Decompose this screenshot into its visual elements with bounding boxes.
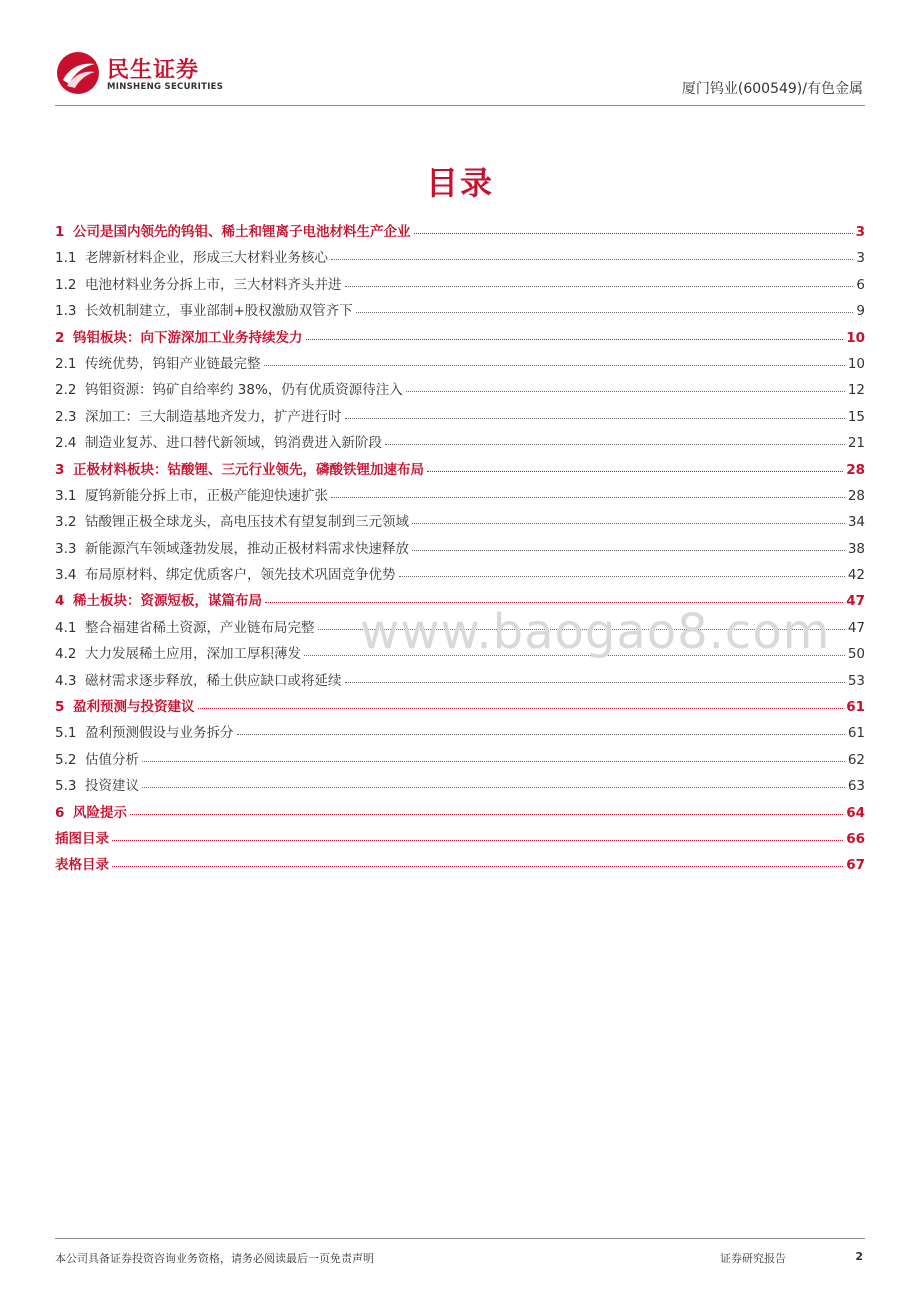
toc-entry-page: 28 [847, 487, 865, 504]
toc-entry-number: 4 [55, 593, 65, 610]
toc-entry-page: 28 [846, 461, 865, 478]
toc-entry[interactable] [55, 721, 865, 747]
toc-entry-page: 62 [847, 751, 865, 768]
toc-entry-title: 电池材料业务分拆上市，三大材料齐头并进 [85, 276, 342, 293]
toc-entry[interactable] [55, 774, 865, 800]
toc-entry-page: 66 [846, 830, 865, 847]
toc-entry[interactable] [55, 326, 865, 352]
toc-entry-page: 67 [846, 857, 865, 874]
toc-entry-title: 盈利预测与投资建议 [73, 699, 195, 716]
toc-entry-page: 47 [847, 619, 865, 636]
report-subject: 厦门钨业(600549)/有色金属 [681, 81, 863, 97]
toc-entry[interactable] [55, 431, 865, 457]
toc-entry-page: 12 [847, 382, 865, 399]
toc-entry[interactable] [55, 853, 865, 879]
toc-entry-title: 估值分析 [85, 751, 139, 768]
toc-entry-page: 6 [856, 276, 865, 293]
toc-dot-leader [112, 839, 843, 841]
logo-english-name: MINSHENG SECURITIES [107, 82, 224, 92]
toc-dot-leader [331, 258, 853, 260]
toc-dot-leader [356, 311, 854, 313]
toc-entry-title: 表格目录 [55, 857, 109, 874]
toc-entry-number: 2 [55, 329, 65, 346]
logo-chinese-name: 民生证券 [107, 58, 200, 83]
toc-dot-leader [412, 522, 845, 524]
toc-entry-page: 47 [846, 593, 865, 610]
toc-entry-number: 1.3 [55, 303, 77, 320]
toc-entry[interactable] [55, 669, 865, 695]
toc-entry-number: 4.3 [55, 672, 77, 689]
toc-entry-title: 公司是国内领先的钨钼、稀土和锂离子电池材料生产企业 [73, 224, 411, 240]
toc-entry-page: 15 [847, 408, 865, 425]
toc-entry-number: 5.3 [55, 778, 77, 795]
toc-entry-number: 4.1 [55, 619, 77, 636]
toc-entry-page: 53 [847, 672, 865, 689]
footer-divider [55, 1238, 865, 1239]
toc-entry-page: 61 [847, 725, 865, 742]
toc-entry-number: 1.1 [55, 250, 77, 267]
toc-entry-page: 64 [846, 804, 865, 821]
toc-dot-leader [427, 470, 843, 472]
toc-entry-number: 4.2 [55, 646, 77, 663]
toc-entry-number: 2.4 [55, 435, 77, 452]
toc-entry[interactable] [55, 827, 865, 853]
toc-entry[interactable] [55, 273, 865, 299]
toc-entry-title: 钨钼板块：向下游深加工业务持续发力 [73, 329, 303, 346]
toc-entry-page: 38 [847, 540, 865, 557]
toc-entry[interactable] [55, 352, 865, 378]
toc-entry-title: 布局原材料、绑定优质客户，领先技术巩固竞争优势 [85, 567, 396, 584]
toc-entry-number: 2.2 [55, 382, 77, 399]
toc-entry-page: 3 [856, 250, 865, 267]
watermark: www.baogao8.com [360, 604, 831, 660]
toc-entry-number: 5 [55, 699, 65, 716]
toc-entry-page: 42 [847, 567, 865, 584]
toc-dot-leader [142, 760, 845, 762]
toc-entry[interactable] [55, 246, 865, 272]
toc-entry-page: 10 [847, 355, 865, 372]
toc-entry-number: 3.3 [55, 540, 77, 557]
toc-entry-title: 传统优势，钨钼产业链最完整 [85, 355, 261, 372]
toc-entry-title: 投资建议 [85, 778, 139, 795]
toc-entry[interactable] [55, 484, 865, 510]
toc-entry[interactable] [55, 510, 865, 536]
toc-entry-number: 3 [55, 461, 65, 478]
toc-entry-title: 深加工：三大制造基地齐发力，扩产进行时 [85, 408, 342, 425]
toc-dot-leader [345, 417, 845, 419]
toc-entry-title: 制造业复苏、进口替代新领域，钨消费进入新阶段 [85, 435, 382, 452]
toc-entry-number: 3.4 [55, 567, 77, 584]
page-number: 2 [855, 1250, 863, 1263]
toc-entry-number: 3.1 [55, 487, 77, 504]
toc-entry-page: 9 [856, 303, 865, 320]
toc-dot-leader [130, 813, 843, 815]
toc-dot-leader [306, 338, 844, 340]
toc-entry-title: 新能源汽车领域蓬勃发展，推动正极材料需求快速释放 [85, 540, 409, 557]
toc-entry-page: 21 [847, 435, 865, 452]
toc-entry[interactable] [55, 537, 865, 563]
toc-entry-title: 整合福建省稀土资源，产业链布局完整 [85, 619, 315, 636]
minsheng-logo-icon [55, 50, 101, 96]
toc-dot-leader [412, 549, 845, 551]
toc-entry-number: 5.1 [55, 725, 77, 742]
toc-entry[interactable] [55, 458, 865, 484]
toc-entry-page: 61 [846, 699, 865, 716]
toc-entry-number: 2.1 [55, 355, 77, 372]
toc-entry-title: 盈利预测假设与业务拆分 [85, 725, 234, 742]
header-divider [55, 105, 865, 106]
footer-disclaimer: 本公司具备证券投资咨询业务资格，请务必阅读最后一页免责声明 [55, 1252, 374, 1265]
toc-entry-number: 1.2 [55, 276, 77, 293]
toc-entry-number: 1 [55, 224, 65, 240]
toc-dot-leader [345, 681, 845, 683]
toc-entry-page: 50 [847, 646, 865, 663]
toc-entry-title: 老牌新材料企业，形成三大材料业务核心 [85, 250, 328, 267]
toc-entry-title: 磁材需求逐步释放，稀土供应缺口或将延续 [85, 672, 342, 689]
toc-entry-title: 厦钨新能分拆上市，正极产能迎快速扩张 [85, 487, 328, 504]
toc-entry[interactable] [55, 378, 865, 404]
toc-entry-page: 3 [855, 224, 865, 240]
page-header [0, 0, 920, 110]
toc-entry[interactable] [55, 299, 865, 325]
toc-entry[interactable] [55, 405, 865, 431]
toc-entry[interactable] [55, 801, 865, 827]
toc-dot-leader [237, 733, 845, 735]
toc-entry[interactable] [55, 563, 865, 589]
toc-entry-number: 2.3 [55, 408, 77, 425]
toc-entry-title: 正极材料板块：钴酸锂、三元行业领先，磷酸铁锂加速布局 [73, 461, 424, 478]
toc-entry-title: 大力发展稀土应用，深加工厚积薄发 [85, 646, 301, 663]
toc-entry-page: 10 [846, 329, 865, 346]
toc-dot-leader [112, 865, 843, 867]
toc-entry-number: 3.2 [55, 514, 77, 531]
toc-dot-leader [142, 786, 845, 788]
toc-entry-title: 插图目录 [55, 830, 109, 847]
toc-dot-leader [399, 575, 845, 577]
toc-entry[interactable] [55, 748, 865, 774]
toc-entry-number: 6 [55, 804, 65, 821]
table-of-contents [55, 220, 865, 880]
toc-entry-title: 风险提示 [73, 804, 127, 821]
footer-report-type: 证券研究报告 [720, 1252, 786, 1265]
toc-entry[interactable] [55, 695, 865, 721]
toc-entry-title: 钴酸锂正极全球龙头，高电压技术有望复制到三元领域 [85, 514, 409, 531]
toc-dot-leader [264, 364, 845, 366]
toc-dot-leader [345, 285, 854, 287]
toc-entry-number: 5.2 [55, 751, 77, 768]
minsheng-logo [55, 50, 255, 100]
toc-dot-leader [331, 496, 845, 498]
toc-entry[interactable] [55, 220, 865, 246]
toc-entry-title: 长效机制建立，事业部制+股权激励双管齐下 [85, 303, 353, 320]
toc-dot-leader [414, 232, 853, 234]
toc-dot-leader [198, 707, 844, 709]
toc-entry-title: 稀土板块：资源短板，谋篇布局 [73, 593, 262, 610]
toc-dot-leader [385, 443, 845, 445]
toc-title: 目录 [425, 164, 494, 202]
toc-entry-page: 34 [847, 514, 865, 531]
toc-dot-leader [406, 390, 845, 392]
toc-entry-title: 钨钼资源：钨矿自给率约 38%，仍有优质资源待注入 [85, 382, 403, 399]
toc-entry-page: 63 [847, 778, 865, 795]
